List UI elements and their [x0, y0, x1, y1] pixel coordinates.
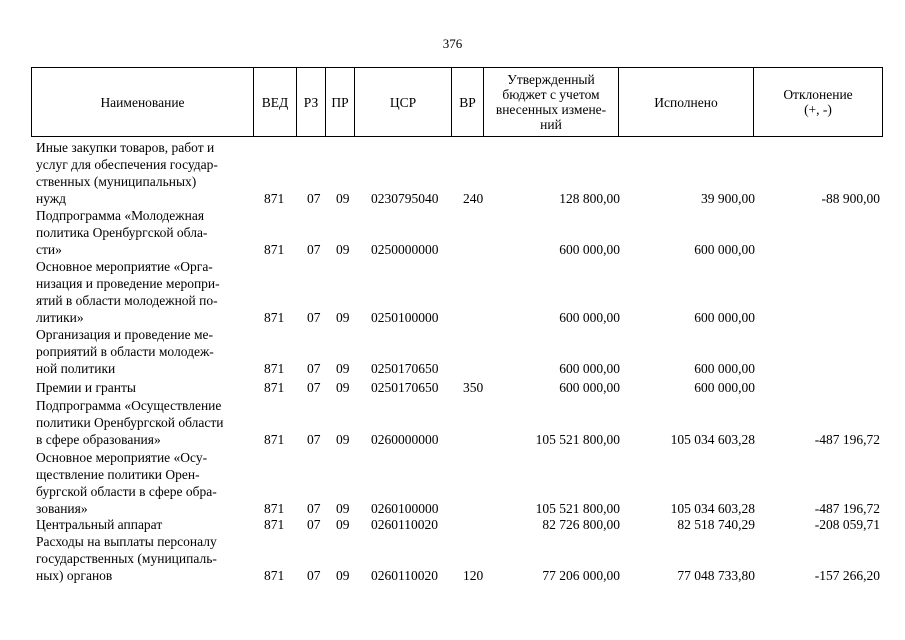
row-name	[36, 449, 246, 517]
row-name-line: бургской области в сфере обра-	[36, 484, 217, 499]
header-deviation-line: Отклонение	[783, 87, 853, 102]
row-budget: 600 000,00	[559, 242, 620, 257]
row-pr: 09	[336, 517, 350, 532]
row-name	[36, 533, 246, 584]
row-csr: 0260100000	[371, 501, 439, 516]
row-name-line: в сфере образования»	[36, 432, 161, 447]
row-name-line: Центральный аппарат	[36, 517, 163, 532]
row-pr: 09	[336, 568, 350, 583]
row-csr: 0250170650	[371, 361, 439, 376]
row-vr: 120	[463, 568, 484, 583]
row-rz: 07	[307, 432, 321, 447]
row-name	[36, 326, 246, 377]
row-csr: 0250100000	[371, 310, 439, 325]
row-csr: 0260000000	[371, 432, 439, 447]
row-pr: 09	[336, 191, 350, 206]
row-budget: 77 206 000,00	[542, 568, 620, 583]
header-deviation-line: (+, -)	[804, 102, 832, 117]
row-ved: 871	[264, 310, 285, 325]
row-name	[36, 207, 246, 258]
row-budget: 128 800,00	[559, 191, 620, 206]
row-budget: 600 000,00	[559, 361, 620, 376]
row-budget: 105 521 800,00	[535, 432, 620, 447]
row-rz: 07	[307, 568, 321, 583]
table-row	[0, 397, 905, 448]
row-done: 600 000,00	[694, 361, 755, 376]
row-name-line: Расходы на выплаты персоналу	[36, 534, 217, 549]
row-name-line: политики Оренбургской области	[36, 415, 224, 430]
row-name	[36, 258, 246, 326]
row-name-line: ятий в области молодежной по-	[36, 293, 218, 308]
row-ved: 871	[264, 517, 285, 532]
row-name	[36, 379, 246, 396]
page-number: 376	[442, 36, 463, 51]
table-row	[0, 533, 905, 584]
row-pr: 09	[336, 501, 350, 516]
row-name-line: сти»	[36, 242, 62, 257]
header-deviation	[754, 68, 883, 137]
row-budget: 600 000,00	[559, 310, 620, 325]
row-name-line: ственных (муниципальных)	[36, 174, 197, 189]
row-name	[36, 397, 246, 448]
row-pr: 09	[336, 361, 350, 376]
row-csr: 0260110020	[371, 568, 438, 583]
row-deviation: -487 196,72	[814, 432, 880, 447]
row-done: 600 000,00	[694, 242, 755, 257]
header-pr: ПР	[326, 68, 355, 137]
header-done: Исполнено	[619, 68, 754, 137]
row-ved: 871	[264, 380, 285, 395]
row-name-line: нужд	[36, 191, 66, 206]
table-row	[0, 326, 905, 377]
row-name-line: роприятий в области молодеж-	[36, 344, 214, 359]
row-csr: 0250170650	[371, 380, 439, 395]
row-done: 77 048 733,80	[677, 568, 755, 583]
row-deviation: -157 266,20	[814, 568, 880, 583]
row-name-line: ществление политики Орен-	[36, 467, 200, 482]
row-ved: 871	[264, 501, 285, 516]
row-budget: 600 000,00	[559, 380, 620, 395]
header-name: Наименование	[32, 68, 254, 137]
row-rz: 07	[307, 310, 321, 325]
row-name-line: зования»	[36, 501, 88, 516]
row-name-line: политика Оренбургской обла-	[36, 225, 208, 240]
table-row	[0, 379, 905, 396]
table-row	[0, 258, 905, 326]
row-done: 105 034 603,28	[670, 501, 755, 516]
table-row	[0, 207, 905, 258]
row-vr: 240	[463, 191, 484, 206]
row-name-line: Подпрограмма «Осуществление	[36, 398, 222, 413]
table-row	[0, 449, 905, 517]
row-pr: 09	[336, 380, 350, 395]
row-name-line: Иные закупки товаров, работ и	[36, 140, 215, 155]
row-name-line: Основное мероприятие «Орга-	[36, 259, 213, 274]
row-name-line: услуг для обеспечения государ-	[36, 157, 218, 172]
row-done: 105 034 603,28	[670, 432, 755, 447]
row-ved: 871	[264, 191, 285, 206]
row-pr: 09	[336, 432, 350, 447]
row-rz: 07	[307, 242, 321, 257]
row-rz: 07	[307, 380, 321, 395]
row-rz: 07	[307, 517, 321, 532]
header-csr: ЦСР	[355, 68, 452, 137]
header-rz: РЗ	[297, 68, 326, 137]
header-vr: ВР	[452, 68, 484, 137]
row-deviation: -88 900,00	[821, 191, 880, 206]
row-name-line: Организация и проведение ме-	[36, 327, 213, 342]
row-name-line: Подпрограмма «Молодежная	[36, 208, 205, 223]
row-name	[36, 516, 246, 533]
header-budget-line: Утвержденный	[507, 72, 595, 87]
row-name-line: литики»	[36, 310, 84, 325]
row-deviation: -208 059,71	[814, 517, 880, 532]
table-row	[0, 516, 905, 533]
row-name-line: низация и проведение меропри-	[36, 276, 220, 291]
row-name-line: ных) органов	[36, 568, 113, 583]
row-rz: 07	[307, 361, 321, 376]
table-header	[31, 67, 883, 137]
header-budget-line: внесенных измене-	[495, 102, 607, 117]
header-budget-line: бюджет с учетом	[502, 87, 600, 102]
row-ved: 871	[264, 568, 285, 583]
row-budget: 105 521 800,00	[535, 501, 620, 516]
row-name-line: Премии и гранты	[36, 380, 136, 395]
row-done: 39 900,00	[701, 191, 755, 206]
header-ved: ВЕД	[254, 68, 297, 137]
row-rz: 07	[307, 191, 321, 206]
row-done: 600 000,00	[694, 380, 755, 395]
row-csr: 0250000000	[371, 242, 439, 257]
row-rz: 07	[307, 501, 321, 516]
row-name-line: ной политики	[36, 361, 116, 376]
row-done: 82 518 740,29	[677, 517, 755, 532]
row-name-line: Основное мероприятие «Осу-	[36, 450, 208, 465]
row-ved: 871	[264, 242, 285, 257]
row-budget: 82 726 800,00	[542, 517, 620, 532]
row-done: 600 000,00	[694, 310, 755, 325]
row-ved: 871	[264, 361, 285, 376]
row-name-line: государственных (муниципаль-	[36, 551, 217, 566]
row-vr: 350	[463, 380, 484, 395]
row-deviation: -487 196,72	[814, 501, 880, 516]
row-pr: 09	[336, 310, 350, 325]
header-budget-line: ний	[540, 117, 562, 132]
header-budget	[484, 68, 619, 137]
row-csr: 0260110020	[371, 517, 438, 532]
row-pr: 09	[336, 242, 350, 257]
table-row	[0, 139, 905, 207]
row-ved: 871	[264, 432, 285, 447]
row-name	[36, 139, 246, 207]
row-csr: 0230795040	[371, 191, 439, 206]
